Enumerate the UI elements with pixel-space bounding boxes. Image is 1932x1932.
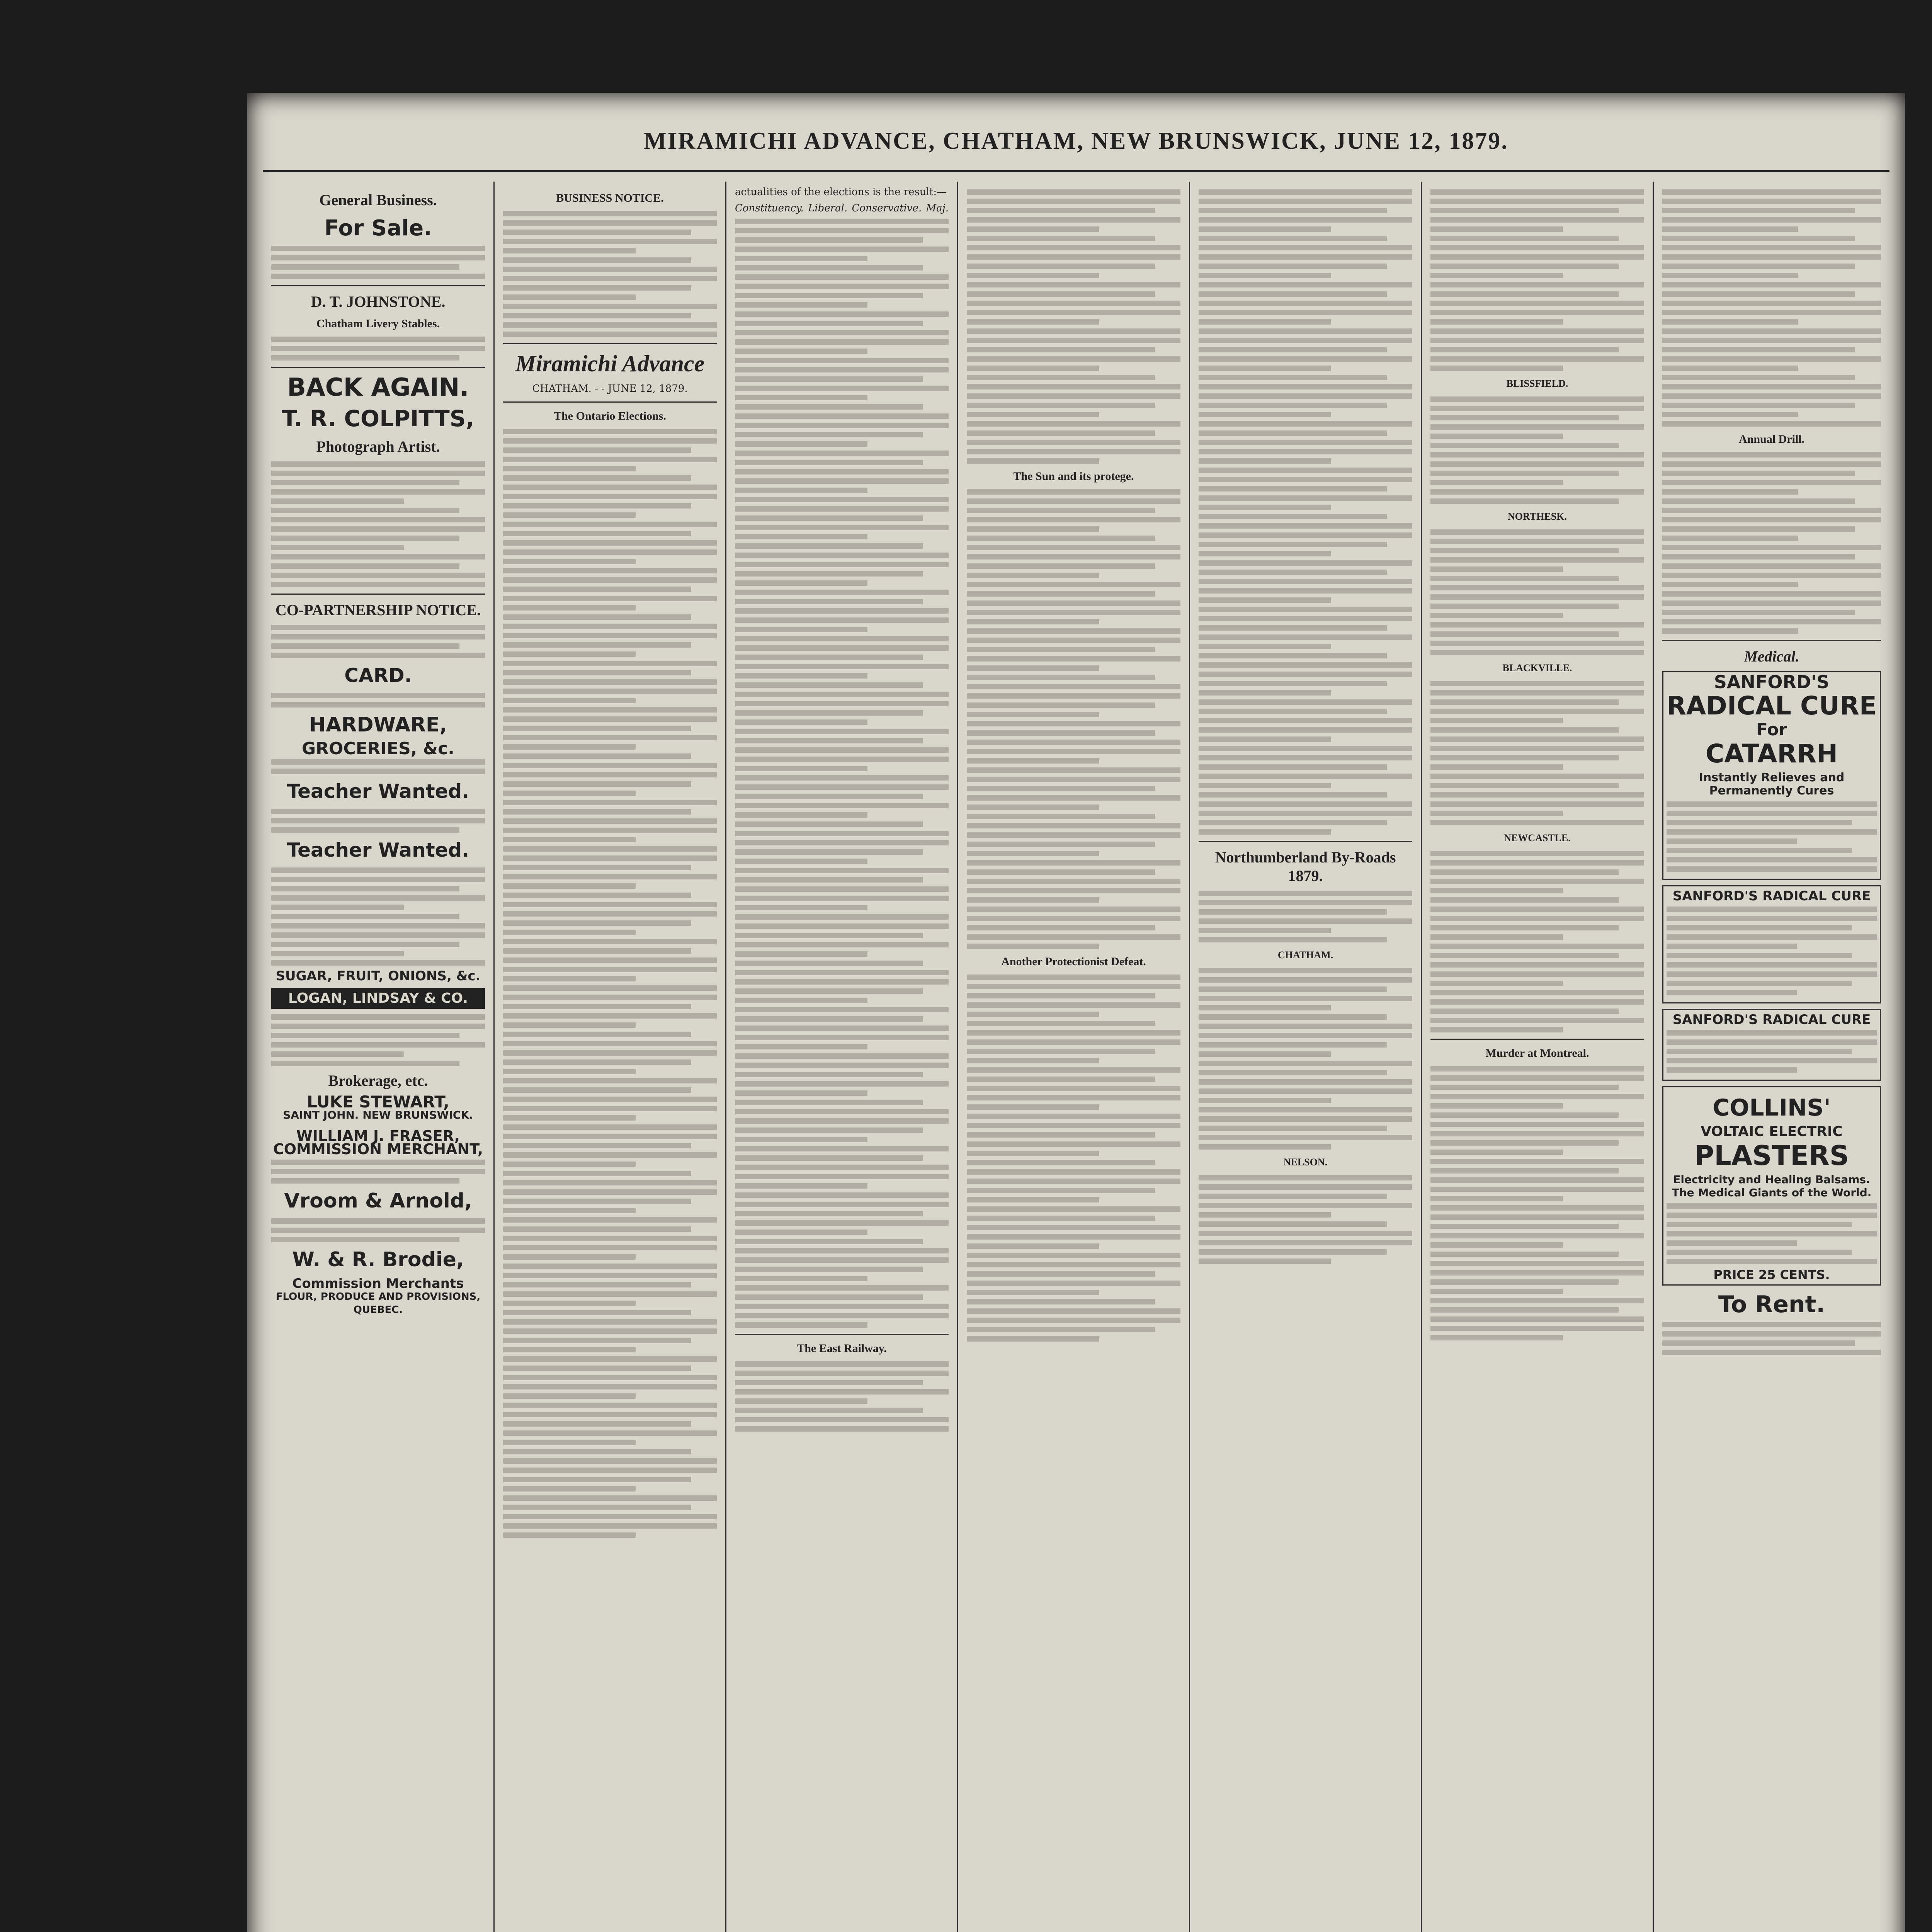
newcastle-roads	[1430, 851, 1644, 1032]
radical-cure-heading: RADICAL CURE	[1667, 691, 1877, 721]
column-4	[958, 182, 1190, 1932]
teacher-text-2	[271, 867, 485, 966]
east-railway-heading: The East Railway.	[797, 1342, 887, 1355]
sanford-heading: SANFORD'S	[1714, 672, 1830, 692]
for-sale-text	[271, 246, 485, 279]
divider	[1199, 841, 1412, 842]
newcastle-subheading: NEWCASTLE.	[1504, 832, 1571, 844]
saint-john-text: SAINT JOHN. NEW BRUNSWICK.	[283, 1109, 473, 1121]
instantly-relieves-text: Instantly Relieves and Permanently Cures	[1699, 771, 1845, 798]
business-notice-text	[503, 211, 717, 337]
annual-drill-text	[1662, 452, 1881, 634]
teacher-text-1	[271, 809, 485, 833]
divider	[1662, 640, 1881, 641]
ontario-elections-heading: The Ontario Elections.	[554, 410, 666, 422]
divider	[503, 401, 717, 403]
northumberland-intro	[1199, 891, 1412, 942]
sanford-ad-text-2	[1667, 906, 1877, 995]
to-rent-text	[1662, 1322, 1881, 1355]
annual-drill-heading: Annual Drill.	[1738, 433, 1805, 446]
brodie-heading: W. & R. Brodie,	[292, 1248, 464, 1271]
to-rent-heading: To Rent.	[1718, 1291, 1825, 1318]
results-table	[735, 219, 949, 1328]
collins-heading: COLLINS'	[1713, 1094, 1831, 1121]
brodie-commission-heading: Commission Merchants	[292, 1276, 464, 1291]
sanford-ad-2	[1662, 885, 1881, 1003]
northumberland-heading: Northumberland By-Roads 1879.	[1215, 849, 1396, 884]
another-defeat-heading: Another Protectionist Defeat.	[1001, 955, 1146, 968]
column-1	[263, 182, 495, 1932]
quebec-text: QUEBEC.	[353, 1304, 403, 1316]
divider	[271, 594, 485, 595]
column-6	[1422, 182, 1654, 1932]
collins-ad	[1662, 1086, 1881, 1286]
sugar-text	[271, 1014, 485, 1066]
murder-heading: Murder at Montreal.	[1485, 1047, 1589, 1060]
voltaic-heading: VOLTAIC ELECTRIC	[1701, 1124, 1843, 1139]
column-3	[726, 182, 958, 1932]
groceries-text	[271, 759, 485, 774]
sanford-radical-heading-2: SANFORD'S RADICAL CURE	[1672, 888, 1871, 904]
header-liberal: Liberal.	[808, 202, 848, 214]
sanford-ad-text-1	[1667, 801, 1877, 872]
header-conservative: Conservative.	[852, 202, 922, 214]
divider	[271, 367, 485, 368]
murder-text	[1430, 1066, 1644, 1340]
flour-produce-heading: FLOUR, PRODUCE AND PROVISIONS,	[276, 1291, 481, 1303]
card-heading: CARD.	[344, 664, 412, 687]
vroom-arnold-heading: Vroom & Arnold,	[284, 1189, 472, 1213]
price-text: PRICE 25 CENTS.	[1713, 1267, 1830, 1282]
card-text	[271, 693, 485, 707]
luke-stewart-heading: LUKE STEWART,	[307, 1092, 449, 1111]
medical-heading: Medical.	[1744, 648, 1799, 665]
copartnership-heading: CO-PARTNERSHIP NOTICE.	[275, 601, 481, 619]
general-business-heading: General Business.	[319, 191, 437, 209]
divider	[271, 285, 485, 286]
header-constituency: Constituency.	[735, 202, 804, 214]
collins-ad-text	[1667, 1203, 1877, 1264]
column-7	[1654, 182, 1889, 1932]
divider	[735, 1334, 949, 1335]
fraser-heading: WILLIAM J. FRASER,	[296, 1128, 460, 1145]
blackville-roads	[1430, 681, 1644, 825]
plasters-subtitle: Electricity and Healing Balsams. The Medical Giants of the World.	[1672, 1173, 1872, 1199]
photograph-text	[271, 461, 485, 587]
sun-protege-text	[967, 489, 1180, 949]
catarrh-heading: CATARRH	[1705, 739, 1838, 769]
livery-heading: Chatham Livery Stables.	[316, 317, 440, 330]
chatham-roads	[1199, 968, 1412, 1150]
photograph-artist-heading: Photograph Artist.	[316, 438, 440, 455]
business-notice-heading: BUSINESS NOTICE.	[556, 192, 664, 204]
column-2	[495, 182, 726, 1932]
header-majority: Maj.	[926, 202, 949, 214]
column-5-text-top	[1199, 189, 1412, 835]
blissfield-subheading: BLISSFIELD.	[1506, 378, 1568, 389]
northesk-subheading: NORTHESK.	[1508, 511, 1567, 522]
columns	[263, 182, 1889, 1932]
results-intro: actualities of the elections is the result:—	[735, 186, 947, 198]
column-5	[1190, 182, 1422, 1932]
newspaper-page	[247, 93, 1905, 1932]
fraser-text	[271, 1160, 485, 1184]
vroom-text	[271, 1218, 485, 1242]
ontario-elections-text	[503, 429, 717, 1538]
column-6-roads-top	[1430, 189, 1644, 371]
johnstone-heading: D. T. JOHNSTONE.	[311, 293, 446, 310]
chatham-subheading: CHATHAM.	[1277, 949, 1333, 961]
nelson-roads	[1199, 1175, 1412, 1264]
colpitts-heading: T. R. COLPITTS,	[282, 405, 474, 432]
back-again-heading: BACK AGAIN.	[287, 373, 469, 402]
teacher-wanted-heading-1: Teacher Wanted.	[287, 780, 469, 803]
paper-name: Miramichi Advance	[515, 351, 705, 376]
copartnership-text	[271, 625, 485, 658]
commission-merchant-heading: COMMISSION MERCHANT,	[273, 1141, 483, 1158]
brokerage-heading: Brokerage, etc.	[328, 1072, 428, 1089]
logan-lindsay-banner: LOGAN, LINDSAY & CO.	[271, 988, 485, 1009]
sanford-ad-text-3	[1667, 1030, 1877, 1073]
for-text: For	[1756, 720, 1787, 740]
another-defeat-text	[967, 975, 1180, 1342]
divider	[1430, 1039, 1644, 1040]
column-7-text-top	[1662, 189, 1881, 427]
sugar-heading: SUGAR, FRUIT, ONIONS, &c.	[276, 968, 481, 984]
groceries-heading: GROCERIES, &c.	[302, 739, 454, 759]
livery-text	[271, 337, 485, 361]
teacher-wanted-heading-2: Teacher Wanted.	[287, 839, 469, 861]
hardware-heading: HARDWARE,	[309, 713, 447, 736]
east-railway-text	[735, 1361, 949, 1432]
blissfield-roads	[1430, 396, 1644, 504]
sanford-ad-1	[1662, 671, 1881, 880]
masthead: MIRAMICHI ADVANCE, CHATHAM, NEW BRUNSWICK, JUNE 12, 1879.	[644, 128, 1509, 154]
for-sale-heading: For Sale.	[324, 216, 432, 241]
sun-protege-heading: The Sun and its protege.	[1013, 470, 1134, 483]
northesk-roads	[1430, 529, 1644, 655]
results-header	[735, 202, 949, 215]
masthead-rule	[263, 170, 1889, 172]
blackville-subheading: BLACKVILLE.	[1502, 662, 1572, 673]
sanford-ad-3	[1662, 1009, 1881, 1081]
column-4-text-top	[967, 189, 1180, 464]
nelson-subheading: NELSON.	[1283, 1156, 1328, 1168]
plasters-heading: PLASTERS	[1694, 1140, 1849, 1172]
divider	[503, 343, 717, 344]
sanford-radical-heading-3: SANFORD'S RADICAL CURE	[1672, 1012, 1871, 1027]
dateline: CHATHAM. - - JUNE 12, 1879.	[532, 383, 688, 395]
